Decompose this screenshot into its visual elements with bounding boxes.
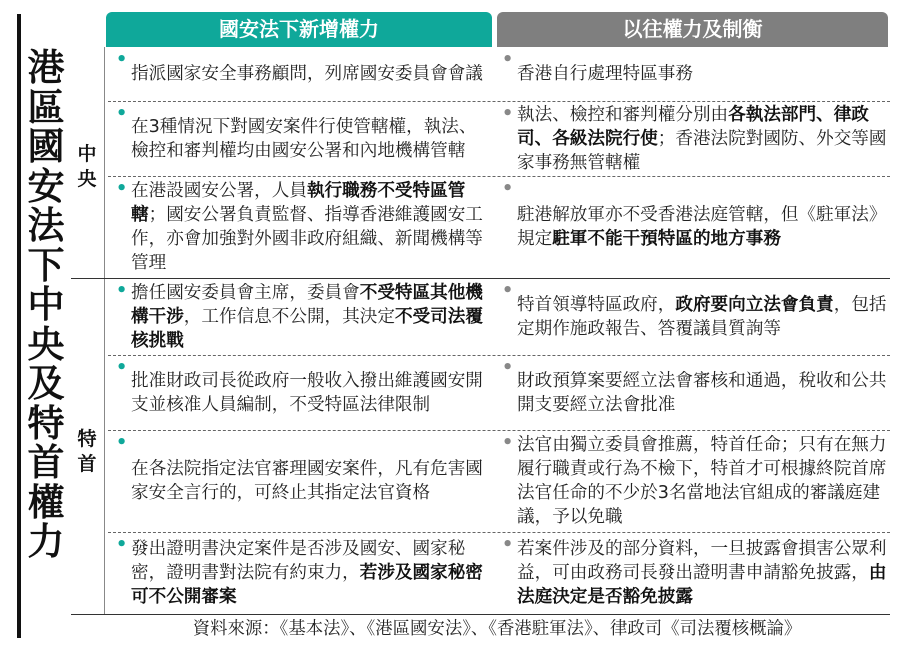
cell-text xyxy=(131,281,492,353)
column-divider xyxy=(104,47,105,614)
bullet-icon: • xyxy=(502,433,514,453)
cell-old xyxy=(498,279,890,354)
title-accent-bar xyxy=(17,14,21,638)
group-label-central: 中 央 xyxy=(77,143,97,190)
cell-text xyxy=(517,103,890,175)
bullet-icon: • xyxy=(116,179,128,199)
cell-old xyxy=(498,177,890,277)
header-new-powers: 國安法下新增權力 xyxy=(106,12,492,47)
text-run: 特首領導特區政府， xyxy=(517,294,676,315)
text-run: 在港設國安公署，人員 xyxy=(131,181,307,201)
cell-new xyxy=(108,431,492,531)
text-run: ；香港法院對國防、外交等國家事務無管轄權 xyxy=(517,128,887,173)
cell-text xyxy=(131,179,492,275)
text-run: 擔任國安委員會主席，委員會 xyxy=(131,282,360,303)
cell-old xyxy=(498,48,890,100)
text-run: 駐港解放軍亦不受香港法庭管轄，但《駐軍法》規定 xyxy=(517,205,887,249)
cell-text xyxy=(517,369,890,417)
emphasis-text: 不受特區其他機構干涉 xyxy=(131,282,483,327)
cell-text xyxy=(131,369,492,417)
bullet-icon: • xyxy=(502,50,514,70)
bullet-icon: • xyxy=(116,358,128,378)
cell-new xyxy=(108,48,492,100)
emphasis-text: 政府要向立法會負責 xyxy=(675,294,834,315)
text-run: ，包括定期作施政報告、答覆議員質詢等 xyxy=(517,294,887,339)
emphasis-text: 執行職務不受特區管轄 xyxy=(131,181,466,225)
cell-old xyxy=(498,533,890,613)
emphasis-text: 不受司法覆核挑戰 xyxy=(131,306,483,351)
emphasis-text: 若涉及國家秘密可不公開審案 xyxy=(131,563,483,607)
text-run: 在3種情況下對國安案件行使管轄權，執法、檢控和審判權均由國安公署和內地機構管轄 xyxy=(131,116,477,161)
text-run: 若案件涉及的部分資料，一旦披露會損害公眾利益，可由政務司長發出證明書申請豁免披露， xyxy=(517,539,887,583)
cell-text xyxy=(517,293,890,341)
bullet-icon: • xyxy=(116,104,128,124)
bullet-icon: • xyxy=(502,358,514,378)
text-run: 批准財政司長從政府一般收入撥出維護國安開支並核准人員編制，不受特區法律限制 xyxy=(131,370,483,415)
bullet-icon: • xyxy=(502,104,514,124)
cell-new xyxy=(108,533,492,613)
cell-text xyxy=(517,203,890,251)
text-run: 財政預算案要經立法會審核和通過，稅收和公共開支要經立法會批准 xyxy=(517,370,887,415)
cell-text xyxy=(517,537,890,609)
cell-new xyxy=(108,356,492,429)
bullet-icon: • xyxy=(116,50,128,70)
emphasis-text: 各執法部門、律政司、各級法院行使 xyxy=(517,104,869,149)
text-run: 執法、檢控和審判權分別由 xyxy=(517,104,729,125)
text-run: 發出證明書決定案件是否涉及國安、國家秘密，證明書對法院有約束力， xyxy=(131,539,466,583)
row-divider xyxy=(108,355,890,356)
text-run: 在各法院指定法官審理國安案件，凡有危害國家安全言行的，可終止其指定法官資格 xyxy=(131,459,483,503)
text-run: ，工作信息不公開，其決定 xyxy=(183,306,395,327)
cell-old xyxy=(498,431,890,531)
group-label-chief-executive: 特 首 xyxy=(77,428,97,475)
cell-text xyxy=(517,433,890,529)
bullet-icon: • xyxy=(116,281,128,301)
emphasis-text: 駐軍不能干預特區的地方事務 xyxy=(552,229,781,249)
bullet-icon: • xyxy=(116,535,128,555)
cell-text xyxy=(131,115,492,163)
bullet-icon: • xyxy=(502,281,514,301)
group-divider xyxy=(71,278,890,279)
page-title: 港 區 國 安 法 下 中 央 及 特 首 權 力 xyxy=(27,45,65,563)
text-run: 法官由獨立委員會推薦，特首任命；只有在無力履行職責或行為不檢下，特首才可根據終院首席法官任命的不少於3名當地法官組成的審議庭建議，予以免職 xyxy=(517,435,887,527)
cell-text xyxy=(517,62,890,86)
cell-old xyxy=(498,356,890,429)
bullet-icon: • xyxy=(502,535,514,555)
row-divider xyxy=(108,101,890,102)
source-note: 資料來源：《基本法》、《港區國安法》、《香港駐軍法》、律政司《司法覆核概論》 xyxy=(192,619,802,639)
row-divider xyxy=(108,532,890,533)
cell-new xyxy=(108,102,492,175)
cell-new xyxy=(108,279,492,354)
cell-text xyxy=(131,537,492,609)
bullet-icon: • xyxy=(116,433,128,453)
cell-new xyxy=(108,177,492,277)
text-run: 指派國家安全事務顧問，列席國安委員會會議 xyxy=(131,64,483,84)
emphasis-text: 由法庭決定是否豁免披露 xyxy=(517,563,887,607)
header-old-powers: 以往權力及制衡 xyxy=(497,12,888,47)
cell-text xyxy=(131,457,492,505)
cell-text xyxy=(131,62,492,86)
text-run: ；國安公署負責監督、指導香港維護國安工作，亦會加強對外國非政府組織、新聞機構等管理 xyxy=(131,205,483,273)
cell-old xyxy=(498,102,890,175)
row-divider xyxy=(108,176,890,177)
text-run: 香港自行處理特區事務 xyxy=(517,64,693,84)
row-divider xyxy=(108,430,890,431)
bullet-icon: • xyxy=(502,179,514,199)
